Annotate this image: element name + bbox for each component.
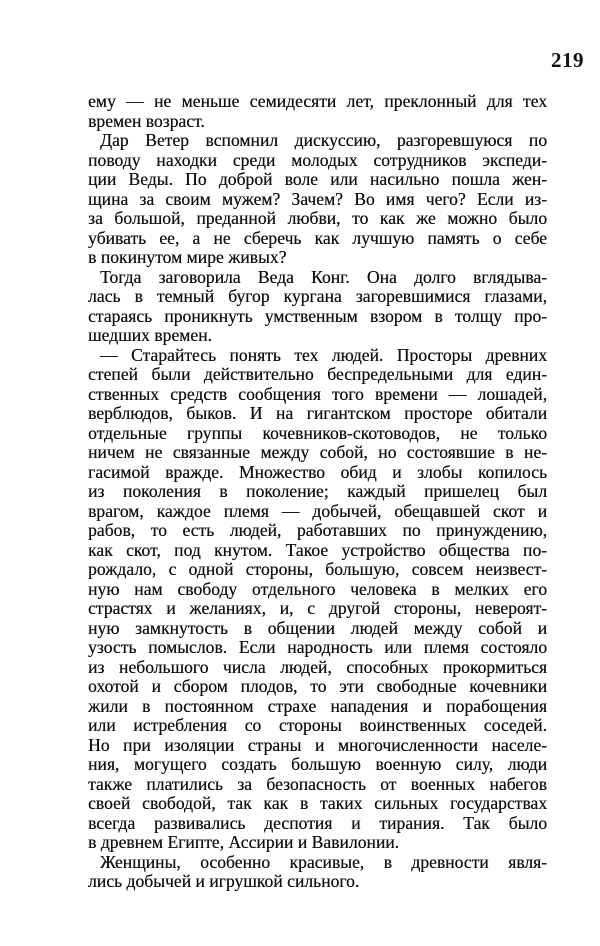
paragraph [88, 346, 547, 853]
paragraph [88, 131, 547, 268]
text-line: страстях и желаниях, и, с другой стороны, невероят- [88, 599, 547, 618]
text-line: или истребления со стороны воинственных соседей. [88, 716, 547, 735]
page-number: 219 [551, 48, 584, 72]
text-line: жили в постоянном страхе нападения и порабощения [88, 696, 547, 716]
text-line: как скот, под кнутом. Такое устройство общества по- [88, 540, 547, 560]
text-line: ную нам свободу отдельного человека в мелких его [88, 579, 547, 599]
text-line: также платились за безопасность от военных набегов [88, 774, 547, 794]
text-line: ния, могущего создать большую военную силу, люди [88, 755, 547, 774]
text-line: ственных средств сообщения того времени — лошадей, [88, 384, 547, 404]
text-line: убивать ее, а не сберечь как лучшую память о себе [88, 228, 547, 248]
text-line: врагом, каждое племя — добычей, обещавшей скот и [88, 501, 547, 521]
text-line: Но при изоляции страны и многочисленности населе- [88, 735, 547, 755]
text-line: — Старайтесь понять тех людей. Просторы древних [100, 345, 547, 365]
text-line: стараясь проникнуть умственным взором в толщу про- [88, 306, 547, 326]
text-line: за большой, преданной любви, то как же можно было [88, 209, 547, 228]
text-line: ции Веды. По доброй воле или насильно пошла жен- [88, 170, 547, 189]
text-line: в покинутом мире живых? [88, 248, 287, 267]
text-line: из поколения в поколение; каждый пришелец был [88, 482, 547, 501]
text-line: степей были действительно беспредельными для един- [88, 365, 547, 384]
text-line: лись добычей и игрушкой сильного. [88, 872, 360, 891]
text-line: узость помыслов. Если народность или племя состояло [88, 638, 547, 657]
book-text-body [88, 92, 547, 892]
text-line: охотой и сбором плодов, то эти свободные кочевники [88, 677, 547, 696]
paragraph [88, 92, 547, 131]
text-line: поводу находки среди молодых сотрудников экспеди- [88, 150, 547, 170]
text-line: Дар Ветер вспомнил дискуссию, разгоревшуюся по [100, 131, 547, 150]
text-line: рабов, то есть людей, работавших по принуждению, [88, 521, 547, 540]
text-line: ему — не меньше семидесяти лет, преклонный для тех [88, 92, 547, 111]
text-line: лась в темный бугор кургана загоревшимися глазами, [88, 287, 547, 306]
text-line: из небольшого числа людей, способных прокормиться [88, 657, 547, 677]
text-line: своей свободой, так как в таких сильных государствах [88, 794, 547, 813]
text-line: всегда развивались деспотия и тирания. Так было [88, 813, 547, 833]
text-line: гасимой вражде. Множество обид и злобы копилось [88, 462, 547, 482]
text-line: ную замкнутость в общении людей между собой и [88, 618, 547, 638]
text-line: щина за своим мужем? Зачем? Во имя чего? Если из- [88, 189, 547, 209]
text-line: верблюдов, быков. И на гигантском просторе обитали [88, 404, 547, 423]
text-line: Женщины, особенно красивые, в древности явля- [100, 852, 547, 872]
text-line: Тогда заговорила Веда Конг. Она долго вглядыва- [100, 267, 547, 287]
text-line: времен возраст. [88, 111, 205, 131]
text-line: ничем не связанные между собой, но состоявшие в не- [88, 443, 547, 462]
text-line: шедших времен. [88, 326, 212, 345]
text-line: в древнем Египте, Ассирии и Вавилонии. [88, 833, 400, 852]
paragraph [88, 853, 547, 892]
text-line: рождало, с одной стороны, большую, совсем неизвест- [88, 560, 547, 579]
text-line: отдельные группы кочевников-скотоводов, не только [88, 423, 547, 443]
paragraph [88, 268, 547, 346]
